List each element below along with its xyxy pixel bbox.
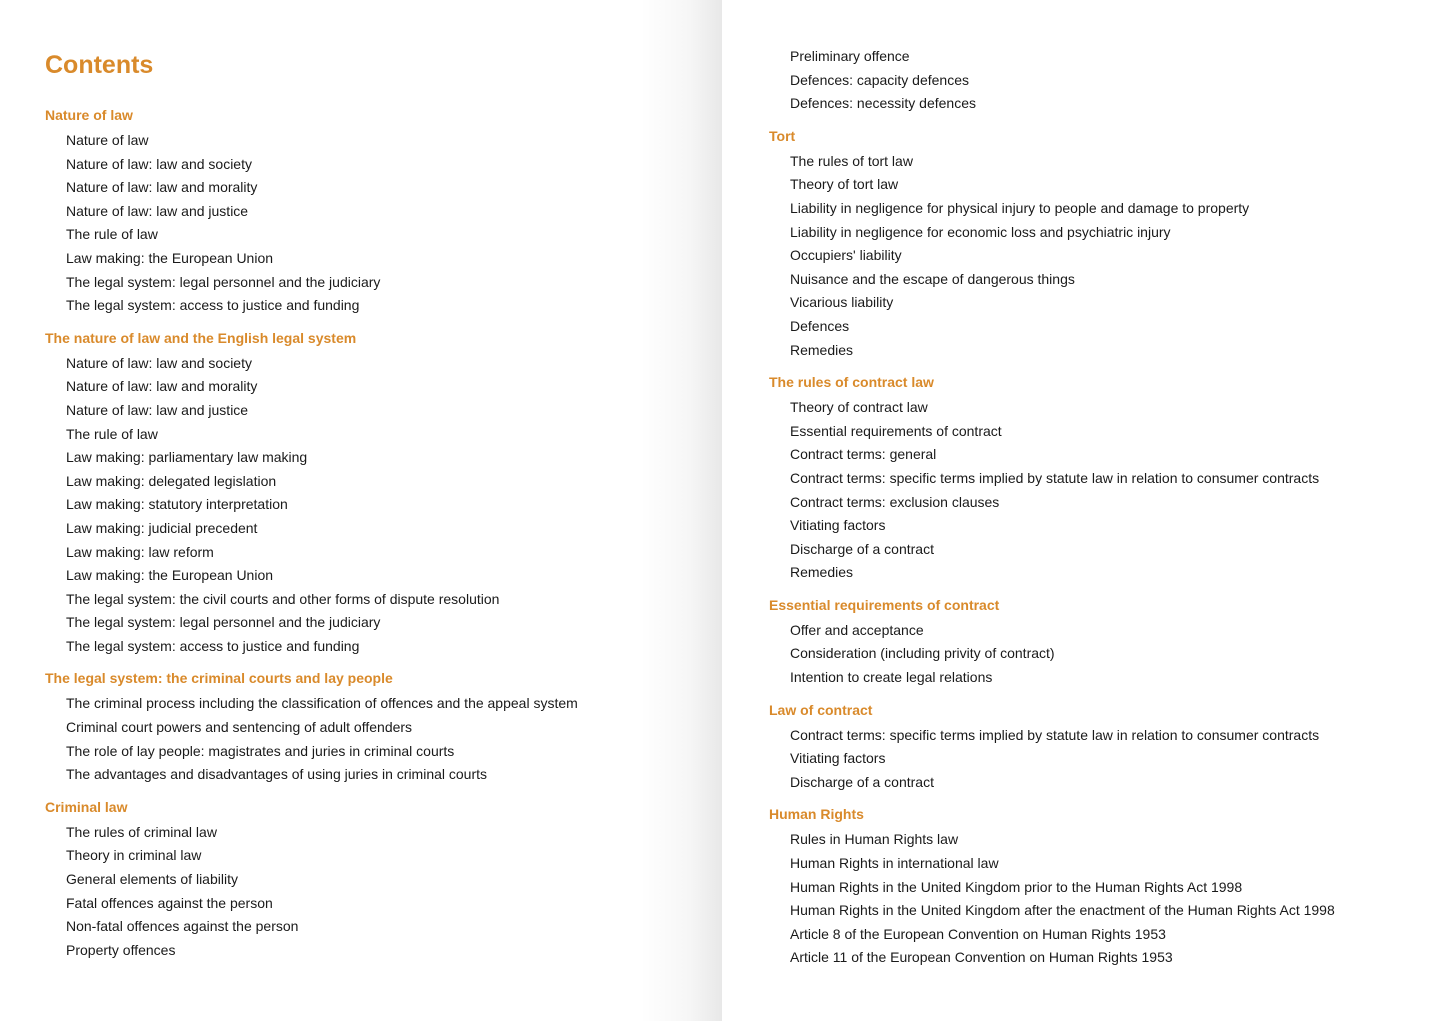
toc-entry[interactable]: Discharge of a contract: [790, 773, 934, 790]
toc-entry[interactable]: Theory in criminal law: [66, 847, 202, 864]
toc-entry[interactable]: Criminal court powers and sentencing of adult offenders: [66, 719, 413, 736]
toc-entry[interactable]: Nature of law: law and justice: [66, 401, 249, 418]
toc-entries: [769, 396, 1445, 585]
toc-entry[interactable]: Law making: statutory interpretation: [66, 496, 288, 513]
section-heading[interactable]: Human Rights: [769, 806, 864, 823]
toc-entries: [45, 821, 722, 963]
toc-entry[interactable]: Intention to create legal relations: [790, 669, 993, 686]
toc-entry[interactable]: Nature of law: law and morality: [66, 179, 258, 196]
toc-entry[interactable]: The criminal process including the classification of offences and the appeal system: [66, 695, 578, 712]
toc-section-human-rights: [769, 804, 1445, 970]
section-heading[interactable]: Tort: [769, 127, 796, 144]
toc-entry[interactable]: Vitiating factors: [790, 517, 886, 534]
toc-entry[interactable]: Human Rights in international law: [790, 855, 999, 872]
toc-section-nature-of-law: [45, 105, 722, 318]
toc-entry[interactable]: Liability in negligence for economic loss and psychiatric injury: [790, 223, 1171, 240]
section-heading[interactable]: Law of contract: [769, 701, 873, 718]
toc-entry[interactable]: The role of lay people: magistrates and juries in criminal courts: [66, 742, 455, 759]
toc-section-tort: [769, 126, 1445, 362]
toc-section-criminal-law: [45, 797, 722, 963]
toc-entry[interactable]: Nature of law: law and justice: [66, 202, 249, 219]
toc-entry[interactable]: Preliminary offence: [790, 48, 910, 64]
toc-entry[interactable]: Contract terms: specific terms implied by statute law in relation to consumer contracts: [790, 469, 1320, 486]
toc-entry[interactable]: Occupiers' liability: [790, 247, 902, 264]
section-heading[interactable]: Essential requirements of contract: [769, 596, 1000, 613]
toc-entry[interactable]: Offer and acceptance: [790, 621, 924, 638]
toc-entry[interactable]: Law making: the European Union: [66, 567, 274, 584]
toc-entry[interactable]: Vitiating factors: [790, 750, 886, 767]
toc-entry[interactable]: The rules of criminal law: [66, 823, 217, 840]
toc-entry[interactable]: Nature of law: law and morality: [66, 378, 258, 395]
toc-entry[interactable]: Theory of contract law: [790, 399, 928, 416]
toc-entry[interactable]: The legal system: access to justice and funding: [66, 297, 360, 314]
toc-entry[interactable]: The rules of tort law: [790, 152, 913, 169]
toc-entry[interactable]: The legal system: access to justice and funding: [66, 637, 360, 654]
toc-entries: [769, 724, 1445, 795]
left-page: [0, 0, 722, 1021]
continued-section: [769, 45, 1445, 116]
toc-section-law-of-contract: [769, 700, 1445, 795]
toc-entry[interactable]: Law making: judicial precedent: [66, 519, 258, 536]
toc-entry[interactable]: Contract terms: specific terms implied by statute law in relation to consumer contracts: [790, 726, 1320, 743]
toc-entry[interactable]: Human Rights in the United Kingdom prior to the Human Rights Act 1998: [790, 878, 1243, 895]
toc-entry[interactable]: The rule of law: [66, 226, 158, 243]
toc-entry[interactable]: The legal system: legal personnel and the judiciary: [66, 273, 381, 290]
toc-section-the-nature-of-law-and-the-english-legal-system: [45, 328, 722, 659]
toc-entry[interactable]: Law making: the European Union: [66, 249, 274, 266]
toc-entry[interactable]: The rule of law: [66, 425, 158, 442]
toc-entry[interactable]: Defences: [790, 317, 850, 334]
toc-entry[interactable]: Theory of tort law: [790, 176, 899, 193]
toc-entry[interactable]: Nature of law: [66, 132, 149, 148]
toc-entry[interactable]: Article 11 of the European Convention on Human Rights 1953: [790, 949, 1173, 966]
section-heading[interactable]: Criminal law: [45, 798, 128, 815]
page-title: Contents: [45, 51, 154, 79]
toc-entry[interactable]: Vicarious liability: [790, 294, 894, 311]
toc-entry[interactable]: Nature of law: law and society: [66, 354, 252, 371]
toc-section-the-legal-system-the-criminal-courts-and-lay-people: [45, 668, 722, 786]
toc-entry[interactable]: Rules in Human Rights law: [790, 831, 959, 848]
toc-entry[interactable]: Contract terms: exclusion clauses: [790, 493, 1000, 510]
toc-entry[interactable]: Law making: law reform: [66, 543, 214, 560]
toc-entry[interactable]: Liability in negligence for physical injury to people and damage to property: [790, 199, 1250, 216]
toc-entries: [45, 692, 722, 786]
toc-entries: [769, 150, 1445, 362]
section-heading[interactable]: The nature of law and the English legal system: [45, 329, 357, 346]
toc-entry[interactable]: Nuisance and the escape of dangerous things: [790, 270, 1075, 287]
toc-entry[interactable]: Non-fatal offences against the person: [66, 918, 299, 935]
section-heading[interactable]: The rules of contract law: [769, 374, 934, 391]
toc-entry[interactable]: Law making: delegated legislation: [66, 472, 277, 489]
toc-entry[interactable]: Nature of law: law and society: [66, 155, 252, 172]
toc-entry[interactable]: Remedies: [790, 341, 854, 358]
toc-entry[interactable]: Defences: capacity defences: [790, 71, 969, 88]
left-sections: [45, 105, 722, 962]
toc-entry[interactable]: General elements of liability: [66, 871, 238, 888]
toc-section-essential-requirements-of-contract: [769, 595, 1445, 690]
toc-entry[interactable]: Property offences: [66, 941, 176, 958]
toc-entries: [45, 129, 722, 318]
toc-entry[interactable]: Defences: necessity defences: [790, 95, 976, 112]
toc-section-the-rules-of-contract-law: [769, 372, 1445, 585]
toc-entry[interactable]: Remedies: [790, 564, 854, 581]
toc-entry[interactable]: Fatal offences against the person: [66, 894, 273, 911]
continued-items: [769, 45, 1445, 116]
toc-entry[interactable]: Human Rights in the United Kingdom after the enactment of the Human Rights Act 1998: [790, 902, 1335, 919]
section-heading[interactable]: The legal system: the criminal courts and lay people: [45, 670, 393, 687]
right-sections: [769, 126, 1445, 970]
toc-entry[interactable]: The legal system: the civil courts and other forms of dispute resolution: [66, 590, 500, 607]
toc-entry[interactable]: Consideration (including privity of contract): [790, 645, 1055, 662]
toc-entry[interactable]: Essential requirements of contract: [790, 422, 1002, 439]
toc-entries: [45, 352, 722, 659]
right-page: [722, 0, 1445, 1021]
toc-entry[interactable]: Law making: parliamentary law making: [66, 449, 308, 466]
toc-entry[interactable]: The legal system: legal personnel and the judiciary: [66, 614, 381, 631]
toc-entry[interactable]: Discharge of a contract: [790, 540, 934, 557]
toc-entry[interactable]: Contract terms: general: [790, 446, 937, 463]
section-heading[interactable]: Nature of law: [45, 107, 133, 123]
toc-entry[interactable]: The advantages and disadvantages of using juries in criminal courts: [66, 766, 488, 783]
toc-entry[interactable]: Article 8 of the European Convention on Human Rights 1953: [790, 925, 1166, 942]
toc-entries: [769, 619, 1445, 690]
toc-entries: [769, 828, 1445, 970]
